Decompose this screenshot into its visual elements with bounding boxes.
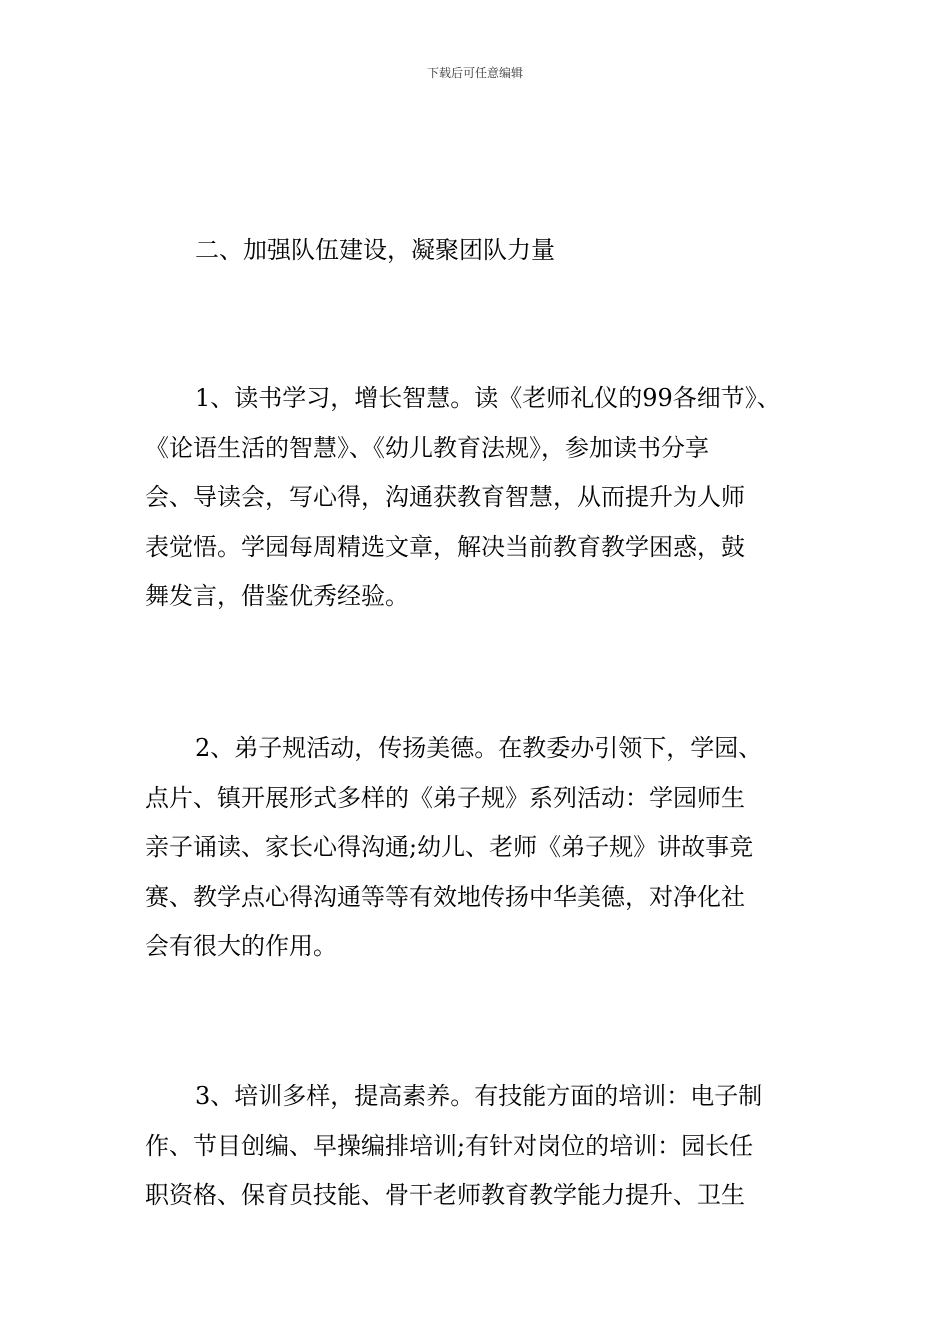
paragraph-line: 1、读书学习，增长智慧。读《老师礼仪的99各细节》、 (195, 384, 781, 412)
paragraph-line: 作、节目创编、早操编排培训;有针对岗位的培训：园长任 (145, 1131, 754, 1160)
paragraph-line: 表觉悟。学园每周精选文章，解决当前教育教学困惑，鼓 (145, 532, 745, 561)
paragraph-line: 职资格、保育员技能、骨干老师教育教学能力提升、卫生 (145, 1181, 745, 1209)
paragraph-dizigui (145, 730, 815, 978)
paragraph-line: 3、培训多样，提高素养。有技能方面的培训：电子制 (195, 1082, 763, 1110)
paragraph-line: 舞发言，借鉴优秀经验。 (145, 582, 409, 610)
section-heading: 二、加强队伍建设，凝聚团队力量 (195, 236, 555, 264)
paragraph-line: 亲子诵读、家长心得沟通;幼儿、老师《弟子规》讲故事竞 (145, 833, 754, 861)
paragraph-line: 会、导读会，写心得，沟通获教育智慧，从而提升为人师 (145, 483, 745, 511)
paragraph-line: 点片、镇开展形式多样的《弟子规》系列活动：学园师生 (145, 783, 745, 812)
paragraph-reading (145, 380, 815, 628)
paragraph-training (145, 1078, 815, 1227)
page-header: 下载后可任意编辑 (426, 66, 523, 80)
paragraph-line: 会有很大的作用。 (145, 932, 337, 960)
paragraph-line: 赛、教学点心得沟通等等有效地传扬中华美德，对净化社 (145, 882, 745, 911)
paragraph-line: 《论语生活的智慧》、《幼儿教育法规》，参加读书分享 (145, 433, 709, 462)
paragraph-line: 2、弟子规活动，传扬美德。在教委办引领下，学园、 (195, 734, 763, 762)
